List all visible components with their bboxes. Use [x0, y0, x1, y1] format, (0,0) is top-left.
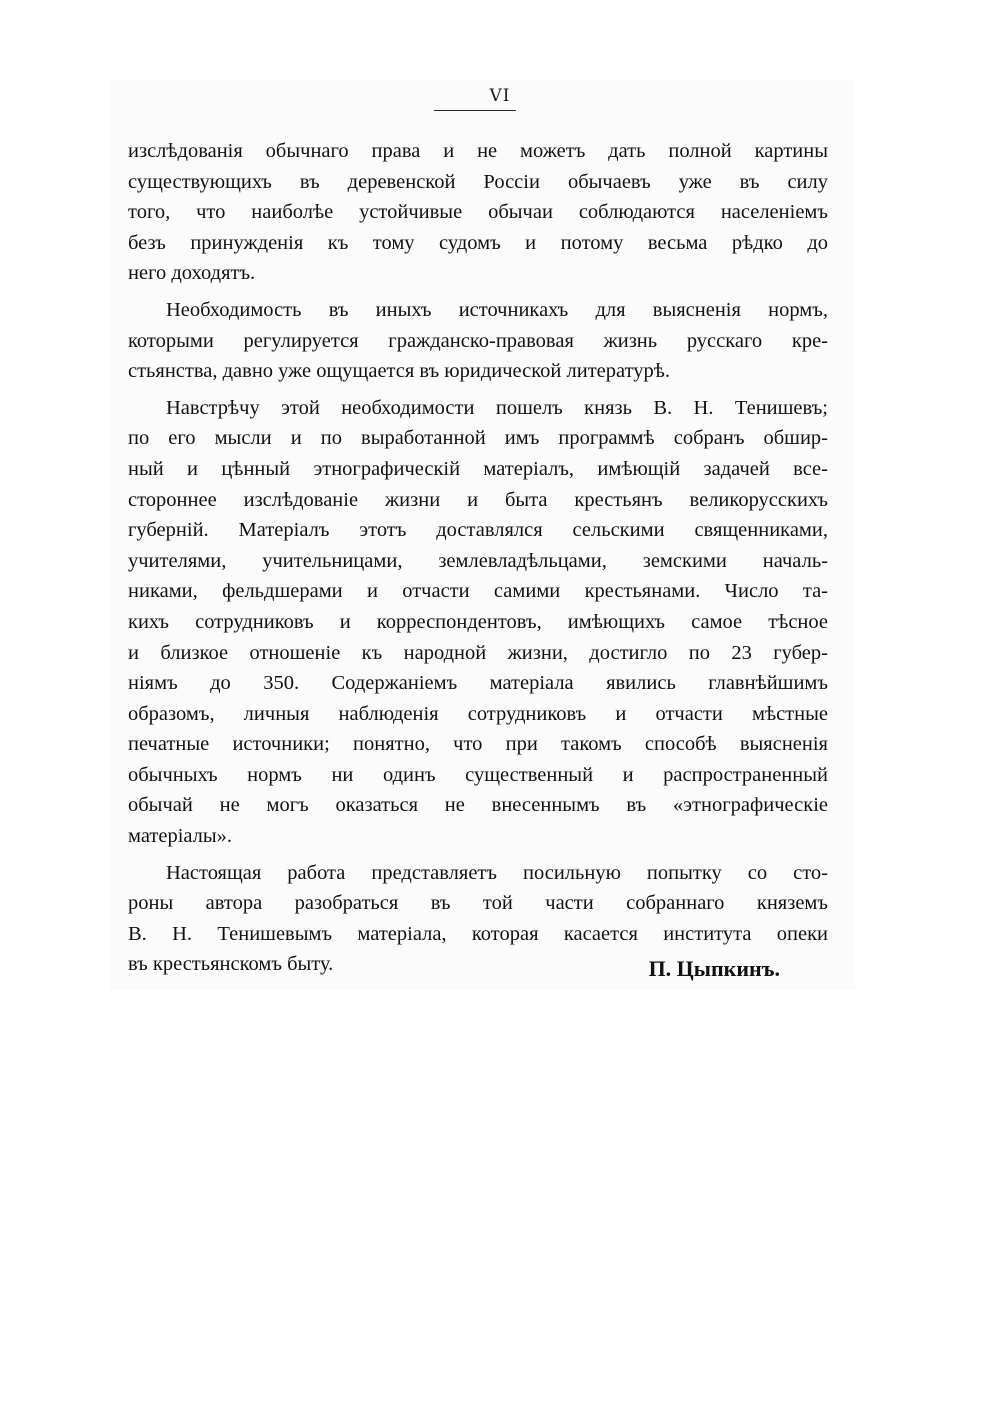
text-line: образомъ, личныя наблюденія сотрудниковъ и отчасти мѣстные — [128, 702, 828, 725]
text-line: Настоящая работа представляетъ посильную попытку со сто- — [166, 861, 828, 884]
text-line: губерній. Матеріалъ этотъ доставлялся сельскими священниками, — [128, 519, 828, 542]
text-line: учителями, учительницами, землевладѣльцами, земскими началь- — [128, 549, 828, 572]
text-line: того, что наиболѣе устойчивые обычаи соблюдаются населеніемъ — [128, 201, 828, 224]
text-line: В. Н. Тенишевымъ матеріала, которая касается института опеки — [128, 922, 828, 945]
author-signature: П. Цыпкинъ. — [648, 956, 780, 981]
page-number-rule — [434, 110, 516, 111]
body-text — [128, 136, 828, 980]
text-line: безъ принужденія къ тому судомъ и потому весьма рѣдко до — [128, 231, 828, 254]
text-line: въ крестьянскомъ быту. — [128, 953, 334, 976]
text-line: изслѣдованія обычнаго права и не можетъ дать полной картины — [128, 140, 828, 162]
text-line: ніямъ до 350. Содержаніемъ матеріала явились главнѣйшимъ — [128, 672, 828, 695]
text-line: обычныхъ нормъ ни одинъ существенный и распространенный — [128, 763, 828, 786]
text-line: печатные источники; понятно, что при такомъ способѣ выясненія — [128, 733, 828, 756]
text-line: стороннее изслѣдованіе жизни и быта крестьянъ великорусскихъ — [128, 488, 828, 511]
text-line: по его мысли и по выработанной имъ программѣ собранъ обшир- — [128, 427, 828, 450]
text-line: ный и цѣнный этнографическій матеріалъ, имѣющій задачей все- — [128, 457, 828, 480]
paragraph-2 — [128, 295, 828, 387]
text-line: матеріалы». — [128, 825, 233, 848]
text-line: существующихъ въ деревенской Россіи обычаевъ уже въ силу — [128, 170, 828, 193]
text-line: которыми регулируется гражданско-правовая жизнь русскаго кре- — [128, 329, 828, 352]
text-line: Необходимость въ иныхъ источникахъ для выясненія нормъ, — [166, 298, 828, 321]
text-line: Навстрѣчу этой необходимости пошелъ князь В. Н. Тенишевъ; — [166, 396, 828, 419]
paragraph-3 — [128, 393, 828, 852]
page-number: VI — [489, 86, 511, 106]
paragraph-1 — [128, 136, 828, 289]
text-line: и близкое отношеніе къ народной жизни, достигло по 23 губер- — [128, 641, 828, 664]
text-line: кихъ сотрудниковъ и корреспондентовъ, имѣющихъ самое тѣсное — [128, 610, 828, 633]
text-line: него доходятъ. — [128, 262, 256, 285]
text-line: обычай не могъ оказаться не внесеннымъ въ «этнографическіе — [128, 794, 828, 817]
text-line: роны автора разобраться въ той части собраннаго княземъ — [128, 892, 828, 915]
text-line: стьянства, давно уже ощущается въ юридической литературѣ. — [128, 360, 671, 383]
text-line: никами, фельдшерами и отчасти самими крестьянами. Число та- — [128, 580, 828, 603]
